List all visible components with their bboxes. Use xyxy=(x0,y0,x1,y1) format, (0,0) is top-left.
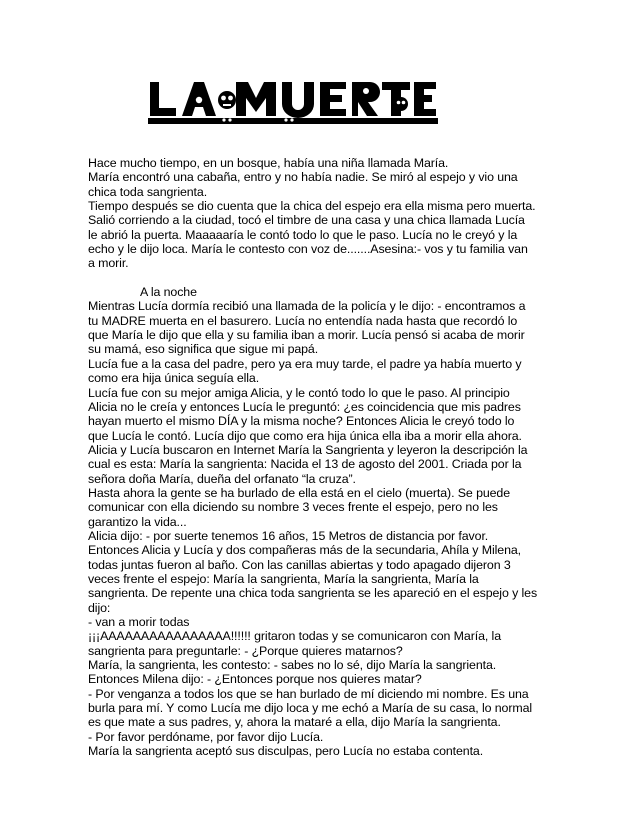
text-line: comunicar con ella diciendo su nombre 3 veces frente el espejo, pero no les xyxy=(88,500,498,515)
text-line: ¡¡¡AAAAAAAAAAAAAAAA!!!!!! gritaron todas y se comunicaron con María, la xyxy=(88,629,501,644)
text-line: chica toda sangrienta. xyxy=(88,184,208,199)
text-line: Alicia no le creía y entonces Lucía le preguntó: ¿es coincidencia que mis padres xyxy=(88,399,521,414)
text-line: garantizo la vida... xyxy=(88,514,187,529)
text-line: - Por venganza a todos los que se han burlado de mí diciendo mi nombre. Es una xyxy=(88,686,529,701)
text-line: burla para mí. Y como Lucía me dijo loca y me echó a María de su casa, lo normal xyxy=(88,701,533,716)
title-logo xyxy=(148,80,438,126)
text-line: hayan muerto el mismo DÍA y la misma noche? Entonces Alicia le creyó todo lo xyxy=(88,414,515,429)
text-line: sangrienta. De repente una chica toda sangrienta se les apareció en el espejo y les xyxy=(88,586,538,601)
text-line: María, la sangrienta, les contesto: - sabes no lo sé, dijo María la sangrienta. xyxy=(88,658,497,673)
section-heading: A la noche xyxy=(140,285,197,300)
text-line: le abrió la puerta. Maaaaaría le contó todo lo que le paso. Lucía no le creyó y la xyxy=(88,227,518,242)
text-line: Salió corriendo a la ciudad, tocó el timbre de una casa y una chica llamada Lucía xyxy=(88,213,525,228)
text-line: que María le dijo que ella y su familia iban a morir. Lucía pensó si acaba de morir xyxy=(88,328,525,343)
title-artwork xyxy=(148,80,438,126)
text-line: - Por favor perdóname, por favor dijo Lucía. xyxy=(88,729,324,744)
text-line: señora doña María, dueña del orfanato “la cruza”. xyxy=(88,471,356,486)
text-line: Hasta ahora la gente se ha burlado de ella está en el cielo (muerta). Se puede xyxy=(88,485,511,500)
text-line: tu MADRE muerta en el basurero. Lucía no entendía nada hasta que recordó lo xyxy=(88,313,518,328)
text-line: Lucía fue a la casa del padre, pero ya era muy tarde, el padre ya había muerto y xyxy=(88,356,522,371)
text-line: Alicia dijo: - por suerte tenemos 16 años, 15 Metros de distancia por favor. xyxy=(88,528,489,543)
text-line: Lucía fue con su mejor amiga Alicia, y le contó todo lo que le paso. Al principio xyxy=(88,385,510,400)
text-line: María la sangrienta aceptó sus disculpas, pero Lucía no estaba contenta. xyxy=(88,744,484,759)
text-line: echo y le dijo loca. María le contesto con voz de.......Asesina:- vos y tu familia van xyxy=(88,242,528,257)
text-line: veces frente el espejo: María la sangrienta, María la sangrienta, María la xyxy=(88,571,479,586)
text-line: es que mate a sus padres, y, ahora la mataré a ella, dijo María la sangrienta. xyxy=(88,715,501,730)
text-line: - van a morir todas xyxy=(88,615,190,629)
text-line: dijo: xyxy=(88,600,111,615)
text-line: Alicia y Lucía buscaron en Internet María la Sangrienta y leyeron la descripción la xyxy=(88,442,528,457)
text-line: como era hija única seguía ella. xyxy=(88,371,260,386)
text-line: todas juntas fueron al baño. Con las canillas abiertas y todo apagado dijeron 3 xyxy=(88,557,511,572)
blank-line xyxy=(88,271,558,285)
text-line: Tiempo después se dio cuenta que la chica del espejo era ella misma pero muerta. xyxy=(88,199,536,214)
story-text xyxy=(88,156,558,758)
text-line: a morir. xyxy=(88,256,129,271)
text-line: María encontró una cabaña, entro y no había nadie. Se miró al espejo y vio una xyxy=(88,170,518,185)
text-line: sangrienta para preguntarle: - ¿Porque quieres matarnos? xyxy=(88,643,403,658)
text-line: Entonces Alicia y Lucía y dos compañeras más de la secundaria, Ahíla y Milena, xyxy=(88,543,521,558)
text-line: cual es esta: María la sangrienta: Nacida el 13 de agosto del 2001. Criada por la xyxy=(88,457,522,472)
text-line: que Lucía le contó. Lucía dijo que como era hija única ella iba a morir ella ahora. xyxy=(88,428,522,443)
text-line: Mientras Lucía dormía recibió una llamada de la policía y le dijo: - encontramos a xyxy=(88,299,526,314)
text-line: Entonces Milena dijo: - ¿Entonces porque nos quieres matar? xyxy=(88,672,422,687)
text-line: su mamá, eso significa que sigue mi papá. xyxy=(88,342,319,357)
text-line: Hace mucho tiempo, en un bosque, había una niña llamada María. xyxy=(88,156,449,170)
